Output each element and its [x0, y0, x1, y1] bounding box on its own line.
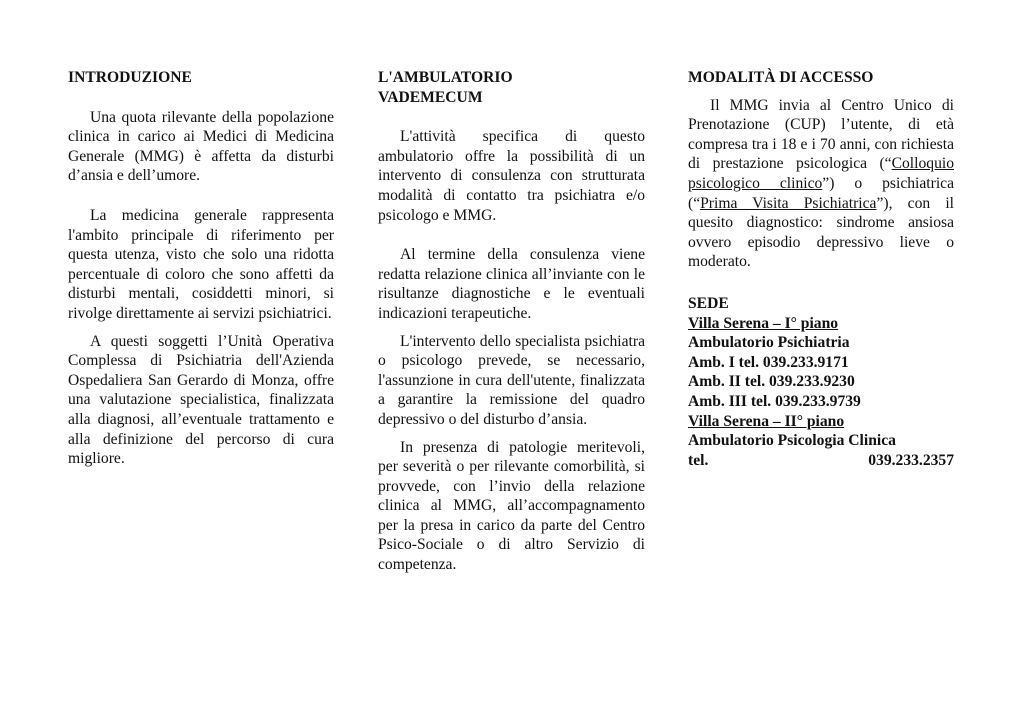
access-text-c: ”), con il quesito diagnostico: sindrome ansiosa ovvero episodio depressivo lieve o moderato.	[688, 194, 954, 271]
location-1	[688, 314, 954, 334]
ambulatorio-paragraph-2: Al termine della consulenza viene redatta relazione clinica all’inviante con le risultanze diagnostiche e le eventuali indicazioni terapeutiche.	[378, 246, 645, 322]
access-text-b: ”) o psichiatrica (“	[688, 174, 954, 212]
ambulatorio-paragraph-4: In presenza di patologie meritevoli, per severità o per rilevante comorbilità, si provvede, con l’invio della relazione clinica al MMG, all’accompagnamento per la presa in carico da parte del Centro Psico-Sociale o di altro Servizio di competenza.	[378, 438, 645, 574]
amb-psicologia-phone	[688, 451, 954, 471]
column-introduzione	[68, 68, 334, 469]
title-line-2: VADEMECUM	[378, 88, 483, 106]
section-title-sede: SEDE	[688, 294, 729, 312]
section-title-introduzione: INTRODUZIONE	[68, 69, 192, 86]
amb-1-phone: Amb. I tel. 039.233.9171	[688, 353, 849, 371]
title-line-1: L'AMBULATORIO	[378, 69, 513, 86]
column-accesso	[688, 68, 954, 470]
intro-paragraph-1: Una quota rilevante della popolazione clinica in carico ai Medici di Medicina Generale (MMG) è affetta da disturbi d’ansia e dell’umore.	[68, 108, 334, 185]
section-title-accesso: MODALITÀ DI ACCESSO	[688, 69, 874, 86]
amb-psichiatria-name: Ambulatorio Psichiatria	[688, 334, 850, 352]
intro-paragraph-3: A questi soggetti l’Unità Operativa Complessa di Psichiatria dell'Azienda Ospedaliera San Gerardo di Monza, offre una valutazione specialistica, finalizzata alla diagnosi, all’eventuale trattamento e alla definizione del percorso di cura migliore.	[68, 332, 334, 468]
amb-2-phone: Amb. II tel. 039.233.9230	[688, 373, 855, 391]
ambulatorio-paragraph-1: L'attività specifica di questo ambulatorio offre la possibilità di un intervento di consulenza con strutturata modalità di contatto tra psichiatra e/o psicologo e MMG.	[378, 128, 645, 224]
phone-number: 039.233.2357	[868, 451, 954, 469]
link-prima-visita: Prima Visita Psichiatrica	[700, 194, 877, 212]
location-1-label: Villa Serena – I° piano	[688, 314, 839, 332]
location-2	[688, 412, 954, 432]
column-ambulatorio	[378, 68, 645, 575]
section-title-ambulatorio	[378, 68, 645, 107]
access-text-a: Il MMG invia al Centro Unico di Prenotazione (CUP) l’utente, di età compresa tra i 18 e i 70 anni, con richiesta di prestazione psicologica (“	[688, 96, 954, 173]
link-colloquio-psicologico: Colloquio psicologico clinico	[688, 155, 954, 192]
location-2-label: Villa Serena – II° piano	[688, 412, 845, 430]
access-paragraph	[688, 96, 954, 272]
phone-label: tel.	[688, 451, 709, 469]
ambulatorio-paragraph-3: L'intervento dello specialista psichiatra o psicologo prevede, se necessario, l'assunzione in cura dell'utente, finalizzata a garantire la remissione del quadro depressivo o del disturbo d’ansia.	[378, 332, 645, 428]
amb-psicologia-name: Ambulatorio Psicologia Clinica	[688, 432, 896, 450]
intro-paragraph-2: La medicina generale rappresenta l'ambito principale di riferimento per questa utenza, visto che solo una ridotta percentuale di coloro che sono affetti da disturbi mentali, cosiddetti minori, si rivolge direttamente ai servizi psichiatrici.	[68, 206, 334, 322]
amb-3-phone: Amb. III tel. 039.233.9739	[688, 392, 861, 410]
